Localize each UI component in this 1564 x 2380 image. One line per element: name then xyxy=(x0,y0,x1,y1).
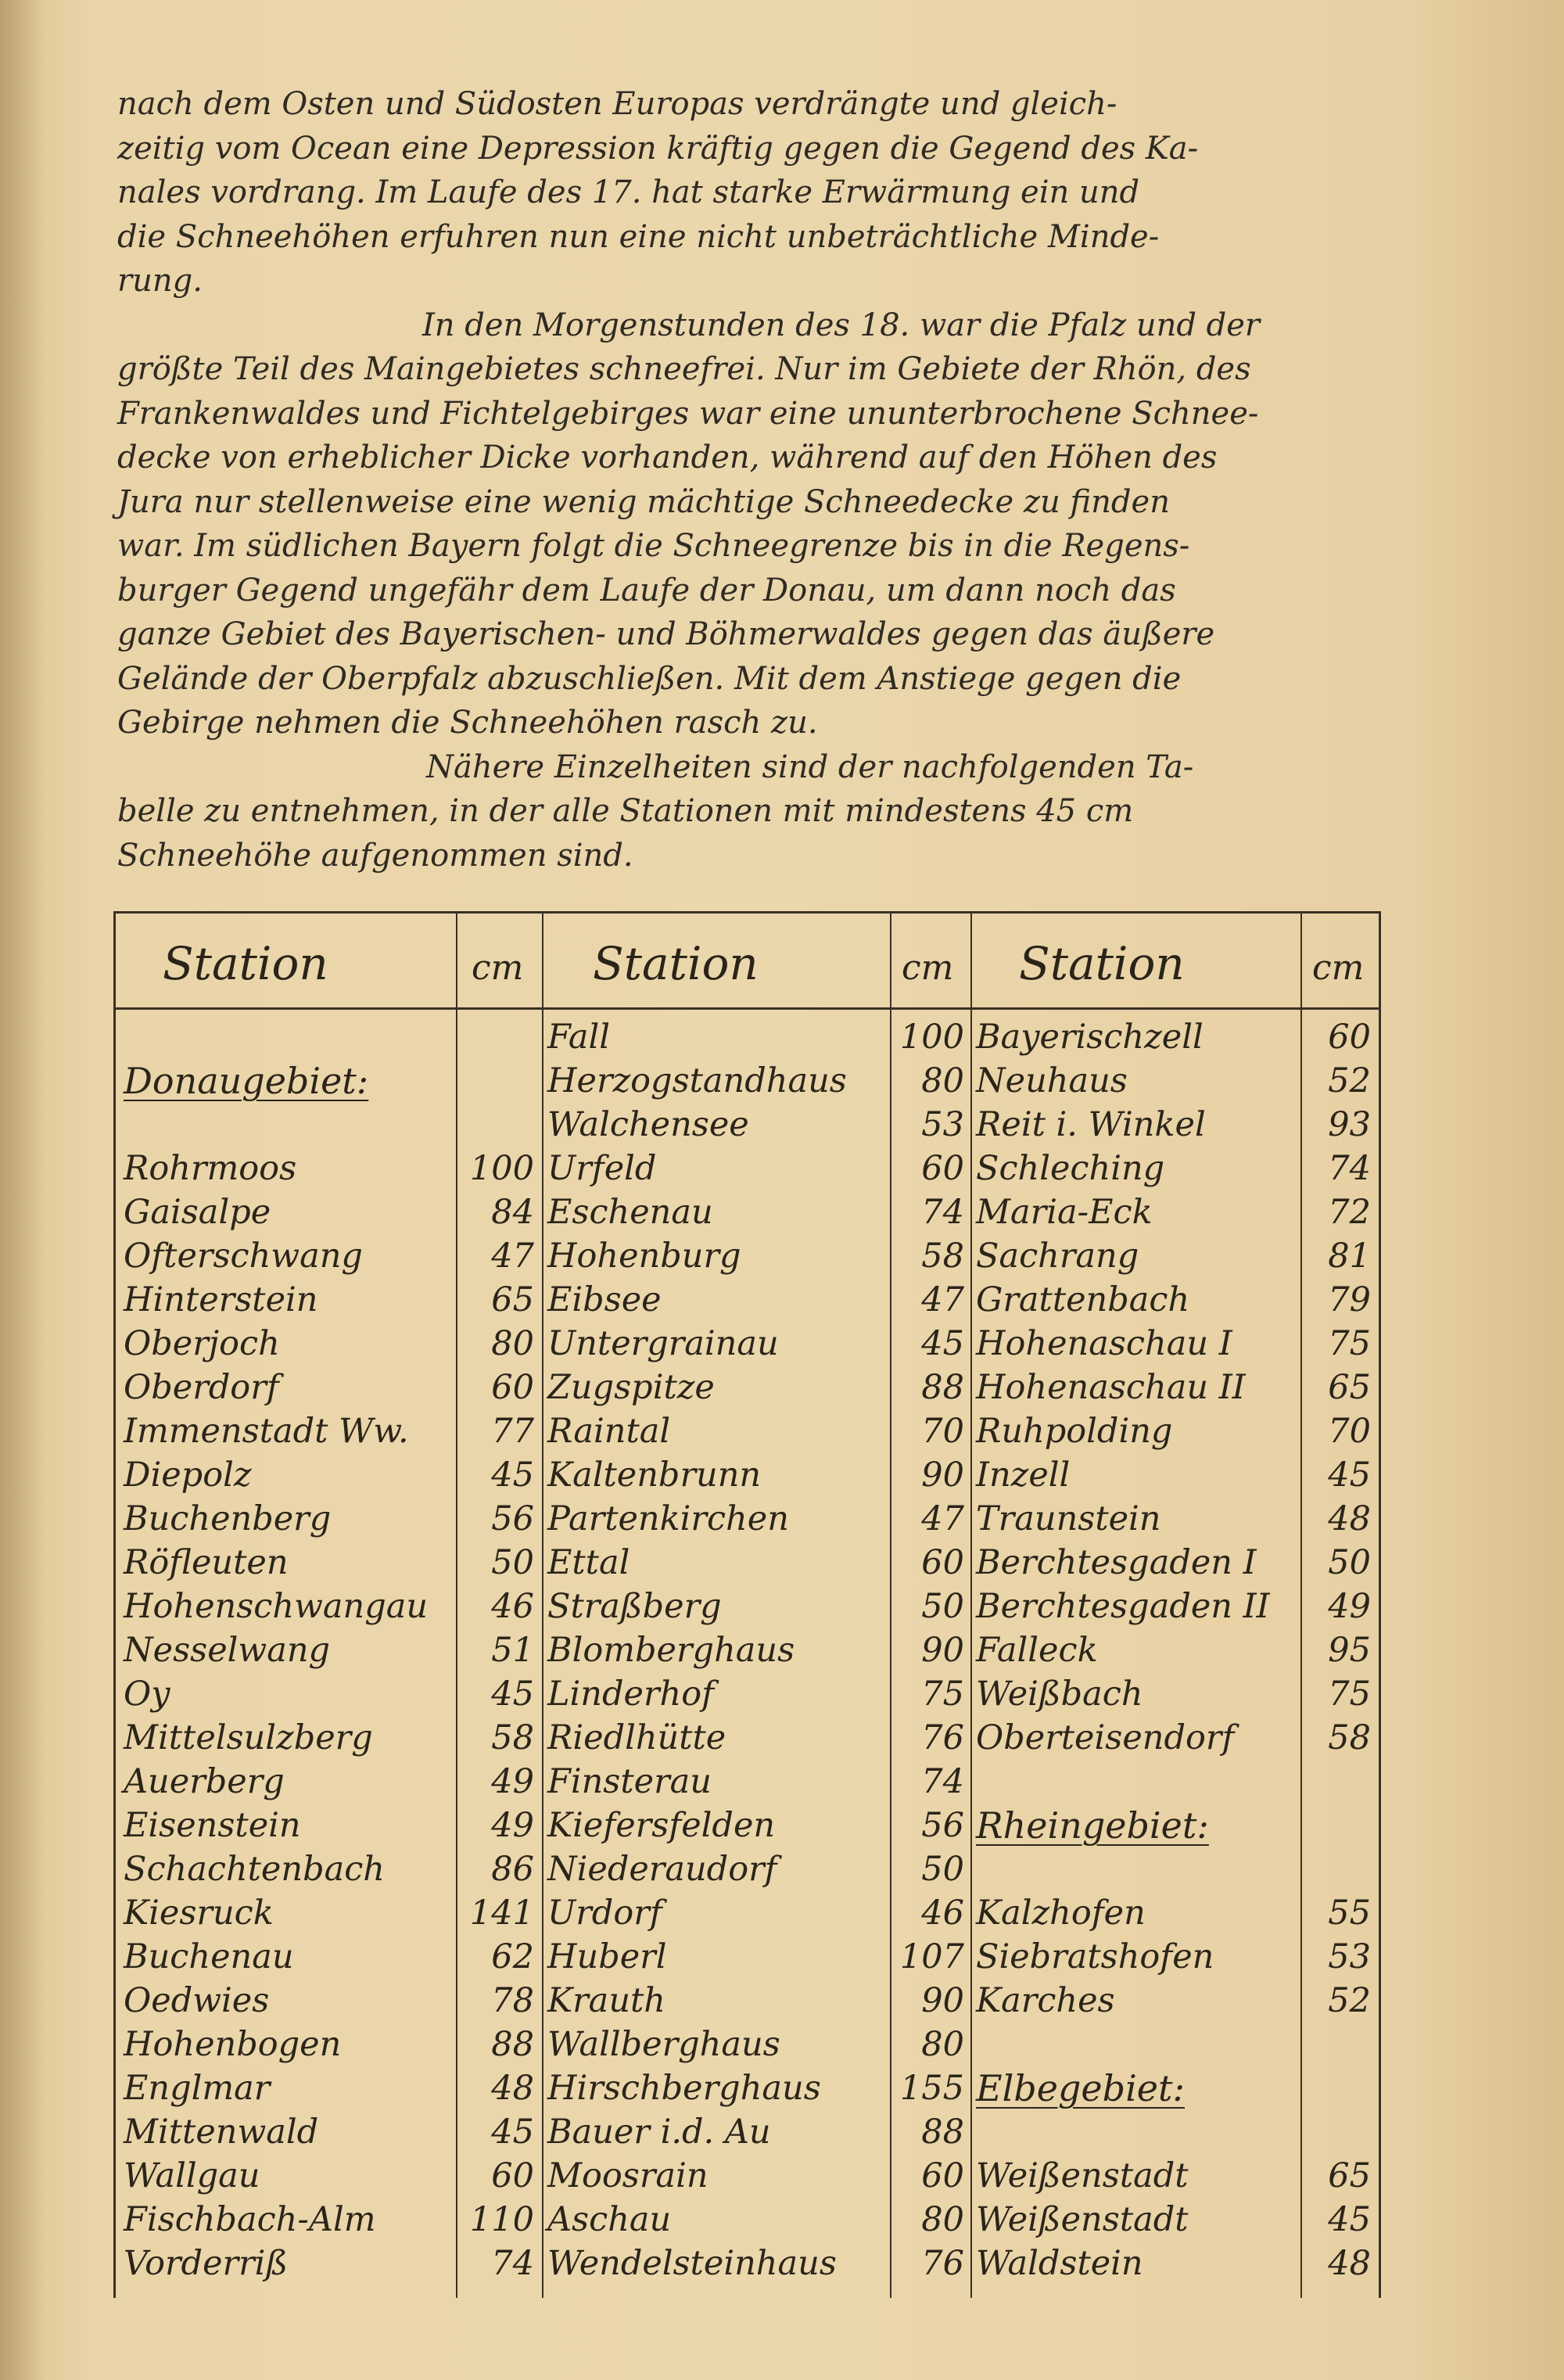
station-name: Röfleuten xyxy=(124,1543,289,1582)
snow-depth-value: 95 xyxy=(1328,1631,1371,1670)
snow-depth-value: 155 xyxy=(899,2069,964,2108)
snow-depth-value: 53 xyxy=(1328,1937,1371,1976)
station-name: Fischbach-Alm xyxy=(124,2200,376,2239)
station-name: Berchtesgaden I xyxy=(976,1543,1257,1582)
header-station-3: Station xyxy=(1019,937,1185,990)
station-name: Oedwies xyxy=(124,1981,270,2020)
snow-depth-value: 50 xyxy=(491,1543,534,1582)
station-name: Oberjoch xyxy=(124,1324,280,1363)
snow-depth-value: 81 xyxy=(1328,1237,1371,1276)
station-name: Hohenaschau II xyxy=(976,1368,1246,1407)
snow-depth-value: 100 xyxy=(899,1018,964,1057)
station-name: Waldstein xyxy=(976,2244,1143,2283)
snow-depth-value: 45 xyxy=(921,1324,964,1363)
snow-depth-value xyxy=(460,1059,534,1103)
text-line: Frankenwaldes und Fichtelgebirges war eine ununterbrochene Schnee- xyxy=(117,395,1259,432)
column-3-stations xyxy=(976,1015,1297,2285)
snow-depth-value: 65 xyxy=(1328,1368,1371,1407)
snow-depth-value: 90 xyxy=(921,1456,964,1495)
station-name: Eschenau xyxy=(547,1193,713,1232)
snow-depth-value: 46 xyxy=(491,1587,534,1626)
station-name: Straßberg xyxy=(547,1587,722,1626)
station-name: Rohrmoos xyxy=(124,1149,297,1188)
station-name: Siebratshofen xyxy=(976,1937,1214,1976)
column-divider xyxy=(542,914,543,2298)
header-rule xyxy=(116,1007,1379,1010)
snow-depth-value: 45 xyxy=(491,2113,534,2152)
snow-depth-value: 49 xyxy=(1328,1587,1371,1626)
snow-depth-value: 60 xyxy=(491,1368,534,1407)
station-name: Huberl xyxy=(547,1937,667,1976)
snow-depth-value: 50 xyxy=(921,1850,964,1889)
snow-depth-value: 53 xyxy=(921,1105,964,1144)
station-name: Diepolz xyxy=(124,1456,252,1495)
snow-depth-value: 74 xyxy=(491,2244,534,2283)
snow-depth-value: 75 xyxy=(921,1675,964,1714)
column-2-stations xyxy=(547,1015,885,2285)
station-name: Inzell xyxy=(976,1456,1071,1495)
station-name: Hohenaschau I xyxy=(976,1324,1232,1363)
snow-depth-value: 60 xyxy=(921,1543,964,1582)
station-name: Buchenau xyxy=(124,1937,294,1976)
snow-depth-value: 70 xyxy=(1328,1412,1371,1451)
text-line: burger Gegend ungefähr dem Laufe der Donau, um dann noch das xyxy=(117,572,1176,608)
text-line: rung. xyxy=(117,263,203,299)
station-name: Hohenbogen xyxy=(124,2025,342,2064)
station-name: Karches xyxy=(976,1981,1115,2020)
column-divider xyxy=(970,914,972,2298)
station-name: Krauth xyxy=(547,1981,665,2020)
station-name: Weißenstadt xyxy=(976,2200,1189,2239)
text-line: Gelände der Oberpfalz abzuschließen. Mit dem Anstiege gegen die xyxy=(117,660,1182,697)
station-name: Niederaudorf xyxy=(547,1850,777,1889)
station-name: Oberteisendorf xyxy=(976,1718,1235,1757)
text-line: decke von erheblicher Dicke vorhanden, während auf den Höhen des xyxy=(117,440,1218,476)
station-name: Herzogstandhaus xyxy=(547,1061,847,1100)
snow-depth-value: 50 xyxy=(1328,1543,1371,1582)
station-name: Schleching xyxy=(976,1149,1165,1188)
snow-depth-value: 60 xyxy=(491,2156,534,2195)
station-name xyxy=(124,1103,452,1147)
station-name: Immenstadt Ww. xyxy=(124,1412,409,1451)
snow-depth-value: 45 xyxy=(491,1456,534,1495)
snow-depth-value: 62 xyxy=(491,1937,534,1976)
station-name: Berchtesgaden II xyxy=(976,1587,1270,1626)
snow-depth-value: 52 xyxy=(1328,1061,1371,1100)
station-name: Schachtenbach xyxy=(124,1850,386,1889)
station-name: Englmar xyxy=(124,2069,271,2108)
station-name: Nesselwang xyxy=(124,1631,331,1670)
snow-depth-value: 88 xyxy=(921,1368,964,1407)
snow-depth-value xyxy=(1304,1760,1371,1804)
station-name: Urdorf xyxy=(547,1894,662,1933)
header-station-1: Station xyxy=(163,937,328,990)
station-name: Riedlhütte xyxy=(547,1718,726,1757)
station-name: Oberdorf xyxy=(124,1368,279,1407)
station-name: Eisenstein xyxy=(124,1806,301,1845)
station-name: Zugspitze xyxy=(547,1368,715,1407)
snow-depth-value xyxy=(1304,2110,1371,2154)
snow-depth-value: 76 xyxy=(921,2244,964,2283)
snow-depth-value: 76 xyxy=(921,1718,964,1757)
snow-depth-value: 45 xyxy=(491,1675,534,1714)
snow-depth-value: 56 xyxy=(921,1806,964,1845)
snow-depth-value: 80 xyxy=(921,1061,964,1100)
text-line: belle zu entnehmen, in der alle Stationen mit mindestens 45 cm xyxy=(117,793,1134,829)
snow-depth-value: 88 xyxy=(921,2113,964,2152)
station-name: Bauer i.d. Au xyxy=(547,2113,771,2152)
station-name: Untergrainau xyxy=(547,1324,779,1363)
snow-depth-value: 58 xyxy=(1328,1718,1371,1757)
snow-depth-value: 51 xyxy=(491,1631,534,1670)
snow-depth-value xyxy=(1304,1847,1371,1891)
station-name: Weißenstadt xyxy=(976,2156,1189,2195)
station-name: Ruhpolding xyxy=(976,1412,1173,1451)
station-name: Maria-Eck xyxy=(976,1193,1153,1232)
snow-depth-value: 50 xyxy=(921,1587,964,1626)
text-line: größte Teil des Maingebietes schneefrei. Nur im Gebiete der Rhön, des xyxy=(117,351,1251,387)
snow-depth-value: 60 xyxy=(921,1149,964,1188)
station-name: Ettal xyxy=(547,1543,630,1582)
station-name: Partenkirchen xyxy=(547,1499,789,1538)
station-name: Raintal xyxy=(547,1412,671,1451)
handwritten-paragraph xyxy=(117,82,1400,878)
column-3-values xyxy=(1304,1015,1371,2285)
column-divider xyxy=(890,914,891,2298)
snow-depth-value: 80 xyxy=(921,2200,964,2239)
snow-depth-value: 49 xyxy=(491,1806,534,1845)
station-name xyxy=(976,1847,1297,1891)
station-name: Linderhof xyxy=(547,1675,715,1714)
text-line: zeitig vom Ocean eine Depression kräftig gegen die Gegend des Ka- xyxy=(117,130,1199,167)
station-name: Mittenwald xyxy=(124,2113,319,2152)
snow-depth-value: 55 xyxy=(1328,1894,1371,1933)
page-fold-shadow xyxy=(0,0,47,2380)
station-name: Neuhaus xyxy=(976,1061,1128,1100)
station-name: Hohenburg xyxy=(547,1237,741,1276)
column-divider xyxy=(456,914,457,2298)
station-name: Urfeld xyxy=(547,1149,657,1188)
station-name: Wallberghaus xyxy=(547,2025,780,2064)
header-cm-2: cm xyxy=(902,948,954,988)
snow-depth-value: 48 xyxy=(491,2069,534,2108)
station-name: Kalzhofen xyxy=(976,1894,1146,1933)
snow-depth-value: 60 xyxy=(1328,1018,1371,1057)
header-station-2: Station xyxy=(593,937,759,990)
snow-depth-value xyxy=(1304,2066,1371,2110)
station-name: Hinterstein xyxy=(124,1280,318,1319)
snow-depth-value: 46 xyxy=(921,1894,964,1933)
snow-depth-value: 80 xyxy=(921,2025,964,2064)
station-name: Kiefersfelden xyxy=(547,1806,776,1845)
snow-depth-value: 88 xyxy=(491,2025,534,2064)
snow-depth-value: 74 xyxy=(921,1762,964,1801)
text-line: Nähere Einzelheiten sind der nachfolgenden Ta- xyxy=(426,748,1194,785)
station-name: Weißbach xyxy=(976,1675,1143,1714)
text-line: nach dem Osten und Südosten Europas verdrängte und gleich- xyxy=(117,86,1117,122)
station-name: Sachrang xyxy=(976,1237,1139,1276)
snow-depth-value: 65 xyxy=(491,1280,534,1319)
snow-depth-value: 86 xyxy=(491,1850,534,1889)
snow-depth-value: 80 xyxy=(491,1324,534,1363)
snow-depth-value: 107 xyxy=(899,1937,964,1976)
station-name: Traunstein xyxy=(976,1499,1161,1538)
section-heading: Rheingebiet: xyxy=(976,1804,1209,1847)
station-name: Kaltenbrunn xyxy=(547,1456,762,1495)
text-line: war. Im südlichen Bayern folgt die Schneegrenze bis in die Regens- xyxy=(117,528,1190,564)
snow-depth-value: 77 xyxy=(491,1412,534,1451)
snow-depth-value: 47 xyxy=(921,1280,964,1319)
snow-depth-table xyxy=(113,911,1381,2298)
station-name: Mittelsulzberg xyxy=(124,1718,373,1757)
station-name: Blomberghaus xyxy=(547,1631,795,1670)
station-name: Hohenschwangau xyxy=(124,1587,429,1626)
text-line: die Schneehöhen erfuhren nun eine nicht unbeträchtliche Minde- xyxy=(117,218,1160,255)
station-name: Buchenberg xyxy=(124,1499,332,1538)
snow-depth-value: 72 xyxy=(1328,1193,1371,1232)
snow-depth-value: 58 xyxy=(491,1718,534,1757)
station-name: Oy xyxy=(124,1675,170,1714)
snow-depth-value: 75 xyxy=(1328,1675,1371,1714)
snow-depth-value: 84 xyxy=(491,1193,534,1232)
text-line: Schneehöhe aufgenommen sind. xyxy=(117,837,633,874)
column-2-values xyxy=(894,1015,964,2285)
snow-depth-value: 48 xyxy=(1328,2244,1371,2283)
station-name xyxy=(124,1015,452,1059)
station-name: Vorderriß xyxy=(124,2244,289,2283)
snow-depth-value: 75 xyxy=(1328,1324,1371,1363)
station-name: Kiesruck xyxy=(124,1894,274,1933)
station-name: Reit i. Winkel xyxy=(976,1105,1206,1144)
section-heading: Elbegebiet: xyxy=(976,2067,1185,2109)
station-name: Grattenbach xyxy=(976,1280,1190,1319)
text-line: ganze Gebiet des Bayerischen- und Böhmerwaldes gegen das äußere xyxy=(117,616,1215,652)
snow-depth-value: 49 xyxy=(491,1762,534,1801)
station-name xyxy=(976,2110,1297,2154)
column-1-values xyxy=(460,1015,534,2285)
station-name: Ofterschwang xyxy=(124,1237,363,1276)
station-name xyxy=(976,1760,1297,1804)
snow-depth-value: 45 xyxy=(1328,1456,1371,1495)
snow-depth-value xyxy=(1304,2023,1371,2066)
snow-depth-value: 90 xyxy=(921,1981,964,2020)
snow-depth-value xyxy=(460,1015,534,1059)
snow-depth-value: 65 xyxy=(1328,2156,1371,2195)
snow-depth-value: 90 xyxy=(921,1631,964,1670)
snow-depth-value: 74 xyxy=(1328,1149,1371,1188)
station-name: Moosrain xyxy=(547,2156,708,2195)
station-name: Hirschberghaus xyxy=(547,2069,821,2108)
snow-depth-value: 45 xyxy=(1328,2200,1371,2239)
snow-depth-value: 47 xyxy=(921,1499,964,1538)
station-name: Auerberg xyxy=(124,1762,285,1801)
snow-depth-value: 110 xyxy=(469,2200,534,2239)
station-name: Walchensee xyxy=(547,1105,749,1144)
snow-depth-value: 70 xyxy=(921,1412,964,1451)
snow-depth-value: 74 xyxy=(921,1193,964,1232)
snow-depth-value xyxy=(1304,1804,1371,1847)
station-name: Finsterau xyxy=(547,1762,712,1801)
station-name: Falleck xyxy=(976,1631,1098,1670)
station-name: Gaisalpe xyxy=(124,1193,271,1232)
station-name: Fall xyxy=(547,1018,611,1057)
column-divider xyxy=(1300,914,1302,2298)
station-name: Wallgau xyxy=(124,2156,260,2195)
snow-depth-value: 60 xyxy=(921,2156,964,2195)
snow-depth-value: 58 xyxy=(921,1237,964,1276)
text-line: nales vordrang. Im Laufe des 17. hat starke Erwärmung ein und xyxy=(117,174,1140,210)
section-heading: Donaugebiet: xyxy=(124,1060,369,1102)
station-name: Aschau xyxy=(547,2200,672,2239)
snow-depth-value: 52 xyxy=(1328,1981,1371,2020)
snow-depth-value: 78 xyxy=(491,1981,534,2020)
snow-depth-value: 141 xyxy=(469,1894,534,1933)
text-line: In den Morgenstunden des 18. war die Pfalz und der xyxy=(422,307,1261,343)
snow-depth-value xyxy=(460,1103,534,1147)
snow-depth-value: 47 xyxy=(491,1237,534,1276)
station-name: Bayerischzell xyxy=(976,1018,1203,1057)
column-1-stations xyxy=(124,1015,452,2285)
snow-depth-value: 100 xyxy=(469,1149,534,1188)
snow-depth-value: 48 xyxy=(1328,1499,1371,1538)
text-line: Jura nur stellenweise eine wenig mächtige Schneedecke zu finden xyxy=(117,483,1170,520)
station-name xyxy=(976,2023,1297,2066)
snow-depth-value: 93 xyxy=(1328,1105,1371,1144)
text-line: Gebirge nehmen die Schneehöhen rasch zu. xyxy=(117,705,818,741)
snow-depth-value: 79 xyxy=(1328,1280,1371,1319)
station-name: Wendelsteinhaus xyxy=(547,2244,837,2283)
snow-depth-value: 56 xyxy=(491,1499,534,1538)
header-cm-1: cm xyxy=(472,948,524,988)
station-name: Eibsee xyxy=(547,1280,662,1319)
header-cm-3: cm xyxy=(1312,948,1365,988)
